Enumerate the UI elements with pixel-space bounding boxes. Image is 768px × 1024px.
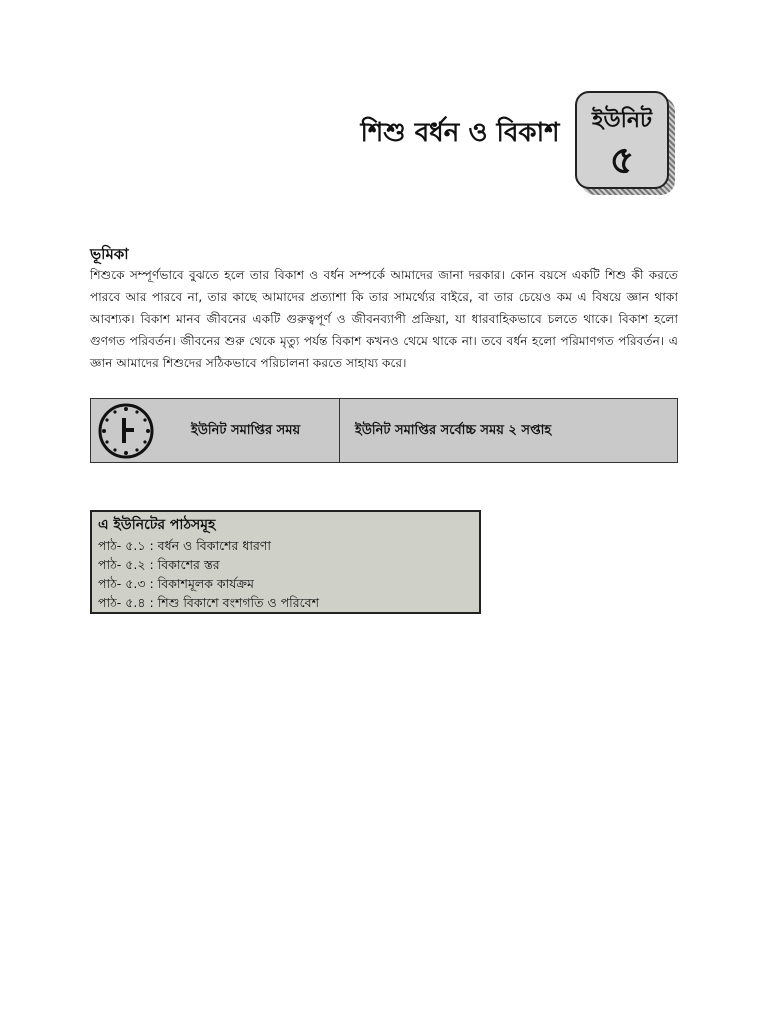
- lessons-box: [90, 510, 481, 614]
- unit-badge: [575, 91, 669, 189]
- lesson-item: পাঠ- ৫.৪ : শিশু বিকাশে বংশগতি ও পরিবেশ: [98, 595, 319, 610]
- unit-time-box: [90, 398, 678, 463]
- lesson-item: পাঠ- ৫.১ : বর্ধন ও বিকাশের ধারণা: [98, 538, 272, 553]
- unit-title: শিশু বর্ধন ও বিকাশ: [360, 118, 560, 148]
- unit-badge-number: ৫: [609, 137, 635, 182]
- lesson-item: পাঠ- ৫.২ : বিকাশের স্তর: [98, 557, 220, 572]
- unit-time-value: ইউনিট সমাপ্তির সর্বোচ্চ সময় ২ সপ্তাহ: [355, 423, 552, 438]
- lesson-item: পাঠ- ৫.৩ : বিকাশমূলক কার্যক্রম: [98, 576, 254, 591]
- unit-time-label: ইউনিট সমাপ্তির সময়: [191, 423, 301, 438]
- unit-badge-label: ইউনিট: [592, 107, 652, 133]
- clock-icon: [97, 402, 155, 460]
- intro-paragraph: শিশুকে সম্পূর্ণভাবে বুঝতে হলে তার বিকাশ ও বর্ধন সম্পর্কে আমাদের জানা দরকার। কোন বয়সে একটি শিশু কী করতে পারবে আর পারবে না, তার কাছে আমাদের প্রত্যাশা কি তার সামর্থ্যের বাইরে, বা তার চেয়েও কম এ বিষয়ে জ্ঞান থাকা আবশ্যক। বিকাশ মানব জীবনের একটি গুরুত্বপূর্ণ ও জীবনব্যাপী প্রক্রিয়া, যা ধারবাহিকভাবে চলতে থাকে। বিকাশ হলো গুণগত পরিবর্তন। জীবনের শুরু থেকে মৃত্যু পর্যন্ত বিকাশ কখনও থেমে থাকে না। তবে বর্ধন হলো পরিমাণগত পরিবর্তন। এ জ্ঞান আমাদের শিশুদের সঠিকভাবে পরিচালনা করতে সাহায্য করে।: [90, 268, 678, 370]
- time-box-divider: [339, 399, 340, 462]
- lessons-heading: এ ইউনিটের পাঠসমূহ: [98, 517, 216, 533]
- intro-heading: ভূমিকা: [90, 245, 129, 263]
